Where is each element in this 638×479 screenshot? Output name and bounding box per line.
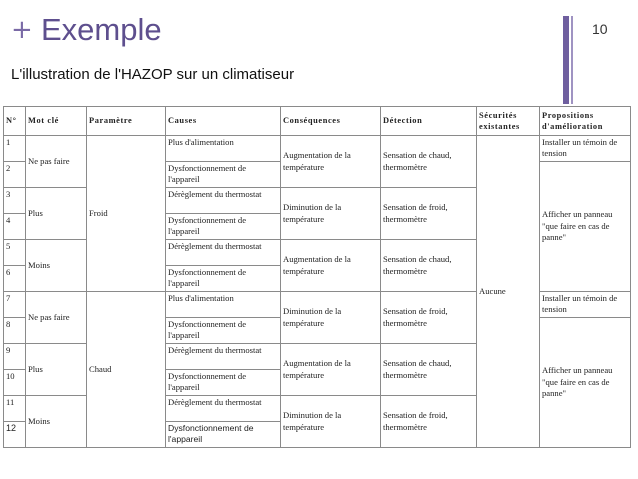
consequence-cell: Augmentation de la température	[281, 136, 381, 188]
table-header-row	[4, 107, 631, 136]
detection-cell: Sensation de froid, thermomètre	[381, 292, 477, 344]
consequence-cell: Diminution de la température	[281, 292, 381, 344]
consequence-cell: Diminution de la température	[281, 396, 381, 448]
proposal-cell: Installer un témoin de tension	[540, 292, 631, 318]
header-causes: Causes	[166, 107, 281, 136]
hazop-table	[3, 106, 631, 448]
slide-subtitle: L'illustration de l'HAZOP sur un climatiseur	[11, 66, 295, 83]
parameter-cell: Froid	[87, 136, 166, 292]
row-number: 11	[4, 396, 26, 422]
consequence-cell: Augmentation de la température	[281, 344, 381, 396]
accent-line	[571, 16, 573, 104]
header-proposals: Propositions d'amélioration	[540, 107, 631, 136]
keyword-cell: Plus	[26, 188, 87, 240]
row-number: 5	[4, 240, 26, 266]
table-row	[4, 136, 631, 162]
detection-cell: Sensation de chaud, thermomètre	[381, 136, 477, 188]
security-cell: Aucune	[477, 136, 540, 448]
cause-cell: Dysfonctionnement de l'appareil	[166, 266, 281, 292]
keyword-cell: Moins	[26, 396, 87, 448]
cause-cell: Dysfonctionnement de l'appareil	[166, 162, 281, 188]
header-security: Sécurités existantes	[477, 107, 540, 136]
page-number: 10	[592, 21, 608, 37]
row-number: 12	[4, 422, 26, 448]
cause-cell: Dérèglement du thermostat	[166, 188, 281, 214]
row-number: 7	[4, 292, 26, 318]
cause-cell: Dysfonctionnement de l'appareil	[166, 370, 281, 396]
cause-cell: Plus d'alimentation	[166, 136, 281, 162]
parameter-cell: Chaud	[87, 292, 166, 448]
header-parameter: Paramètre	[87, 107, 166, 136]
keyword-cell: Moins	[26, 240, 87, 292]
row-number: 1	[4, 136, 26, 162]
plus-icon: +	[11, 15, 33, 45]
header-num: N°	[4, 107, 26, 136]
row-number: 8	[4, 318, 26, 344]
cause-cell: Dysfonctionnement de l'appareil	[166, 214, 281, 240]
proposal-cell: Afficher un panneau "que faire en cas de panne"	[540, 162, 631, 292]
row-number: 6	[4, 266, 26, 292]
cause-cell: Dysfonctionnement de l'appareil	[166, 422, 281, 448]
accent-bar	[563, 16, 569, 104]
keyword-cell: Ne pas faire	[26, 136, 87, 188]
keyword-cell: Ne pas faire	[26, 292, 87, 344]
header-keyword: Mot clé	[26, 107, 87, 136]
slide-title: Exemple	[41, 12, 162, 47]
cause-cell: Dérèglement du thermostat	[166, 240, 281, 266]
row-number: 2	[4, 162, 26, 188]
detection-cell: Sensation de froid, thermomètre	[381, 188, 477, 240]
keyword-cell: Plus	[26, 344, 87, 396]
header-consequences: Conséquences	[281, 107, 381, 136]
detection-cell: Sensation de chaud, thermomètre	[381, 240, 477, 292]
consequence-cell: Diminution de la température	[281, 188, 381, 240]
detection-cell: Sensation de chaud, thermomètre	[381, 344, 477, 396]
row-number: 9	[4, 344, 26, 370]
cause-cell: Plus d'alimentation	[166, 292, 281, 318]
row-number: 3	[4, 188, 26, 214]
row-number: 4	[4, 214, 26, 240]
cause-cell: Dérèglement du thermostat	[166, 344, 281, 370]
detection-cell: Sensation de froid, thermomètre	[381, 396, 477, 448]
proposal-cell: Afficher un panneau "que faire en cas de panne"	[540, 318, 631, 448]
row-number: 10	[4, 370, 26, 396]
header-detection: Détection	[381, 107, 477, 136]
proposal-cell: Installer un témoin de tension	[540, 136, 631, 162]
cause-cell: Dysfonctionnement de l'appareil	[166, 318, 281, 344]
cause-cell: Dérèglement du thermostat	[166, 396, 281, 422]
consequence-cell: Augmentation de la température	[281, 240, 381, 292]
